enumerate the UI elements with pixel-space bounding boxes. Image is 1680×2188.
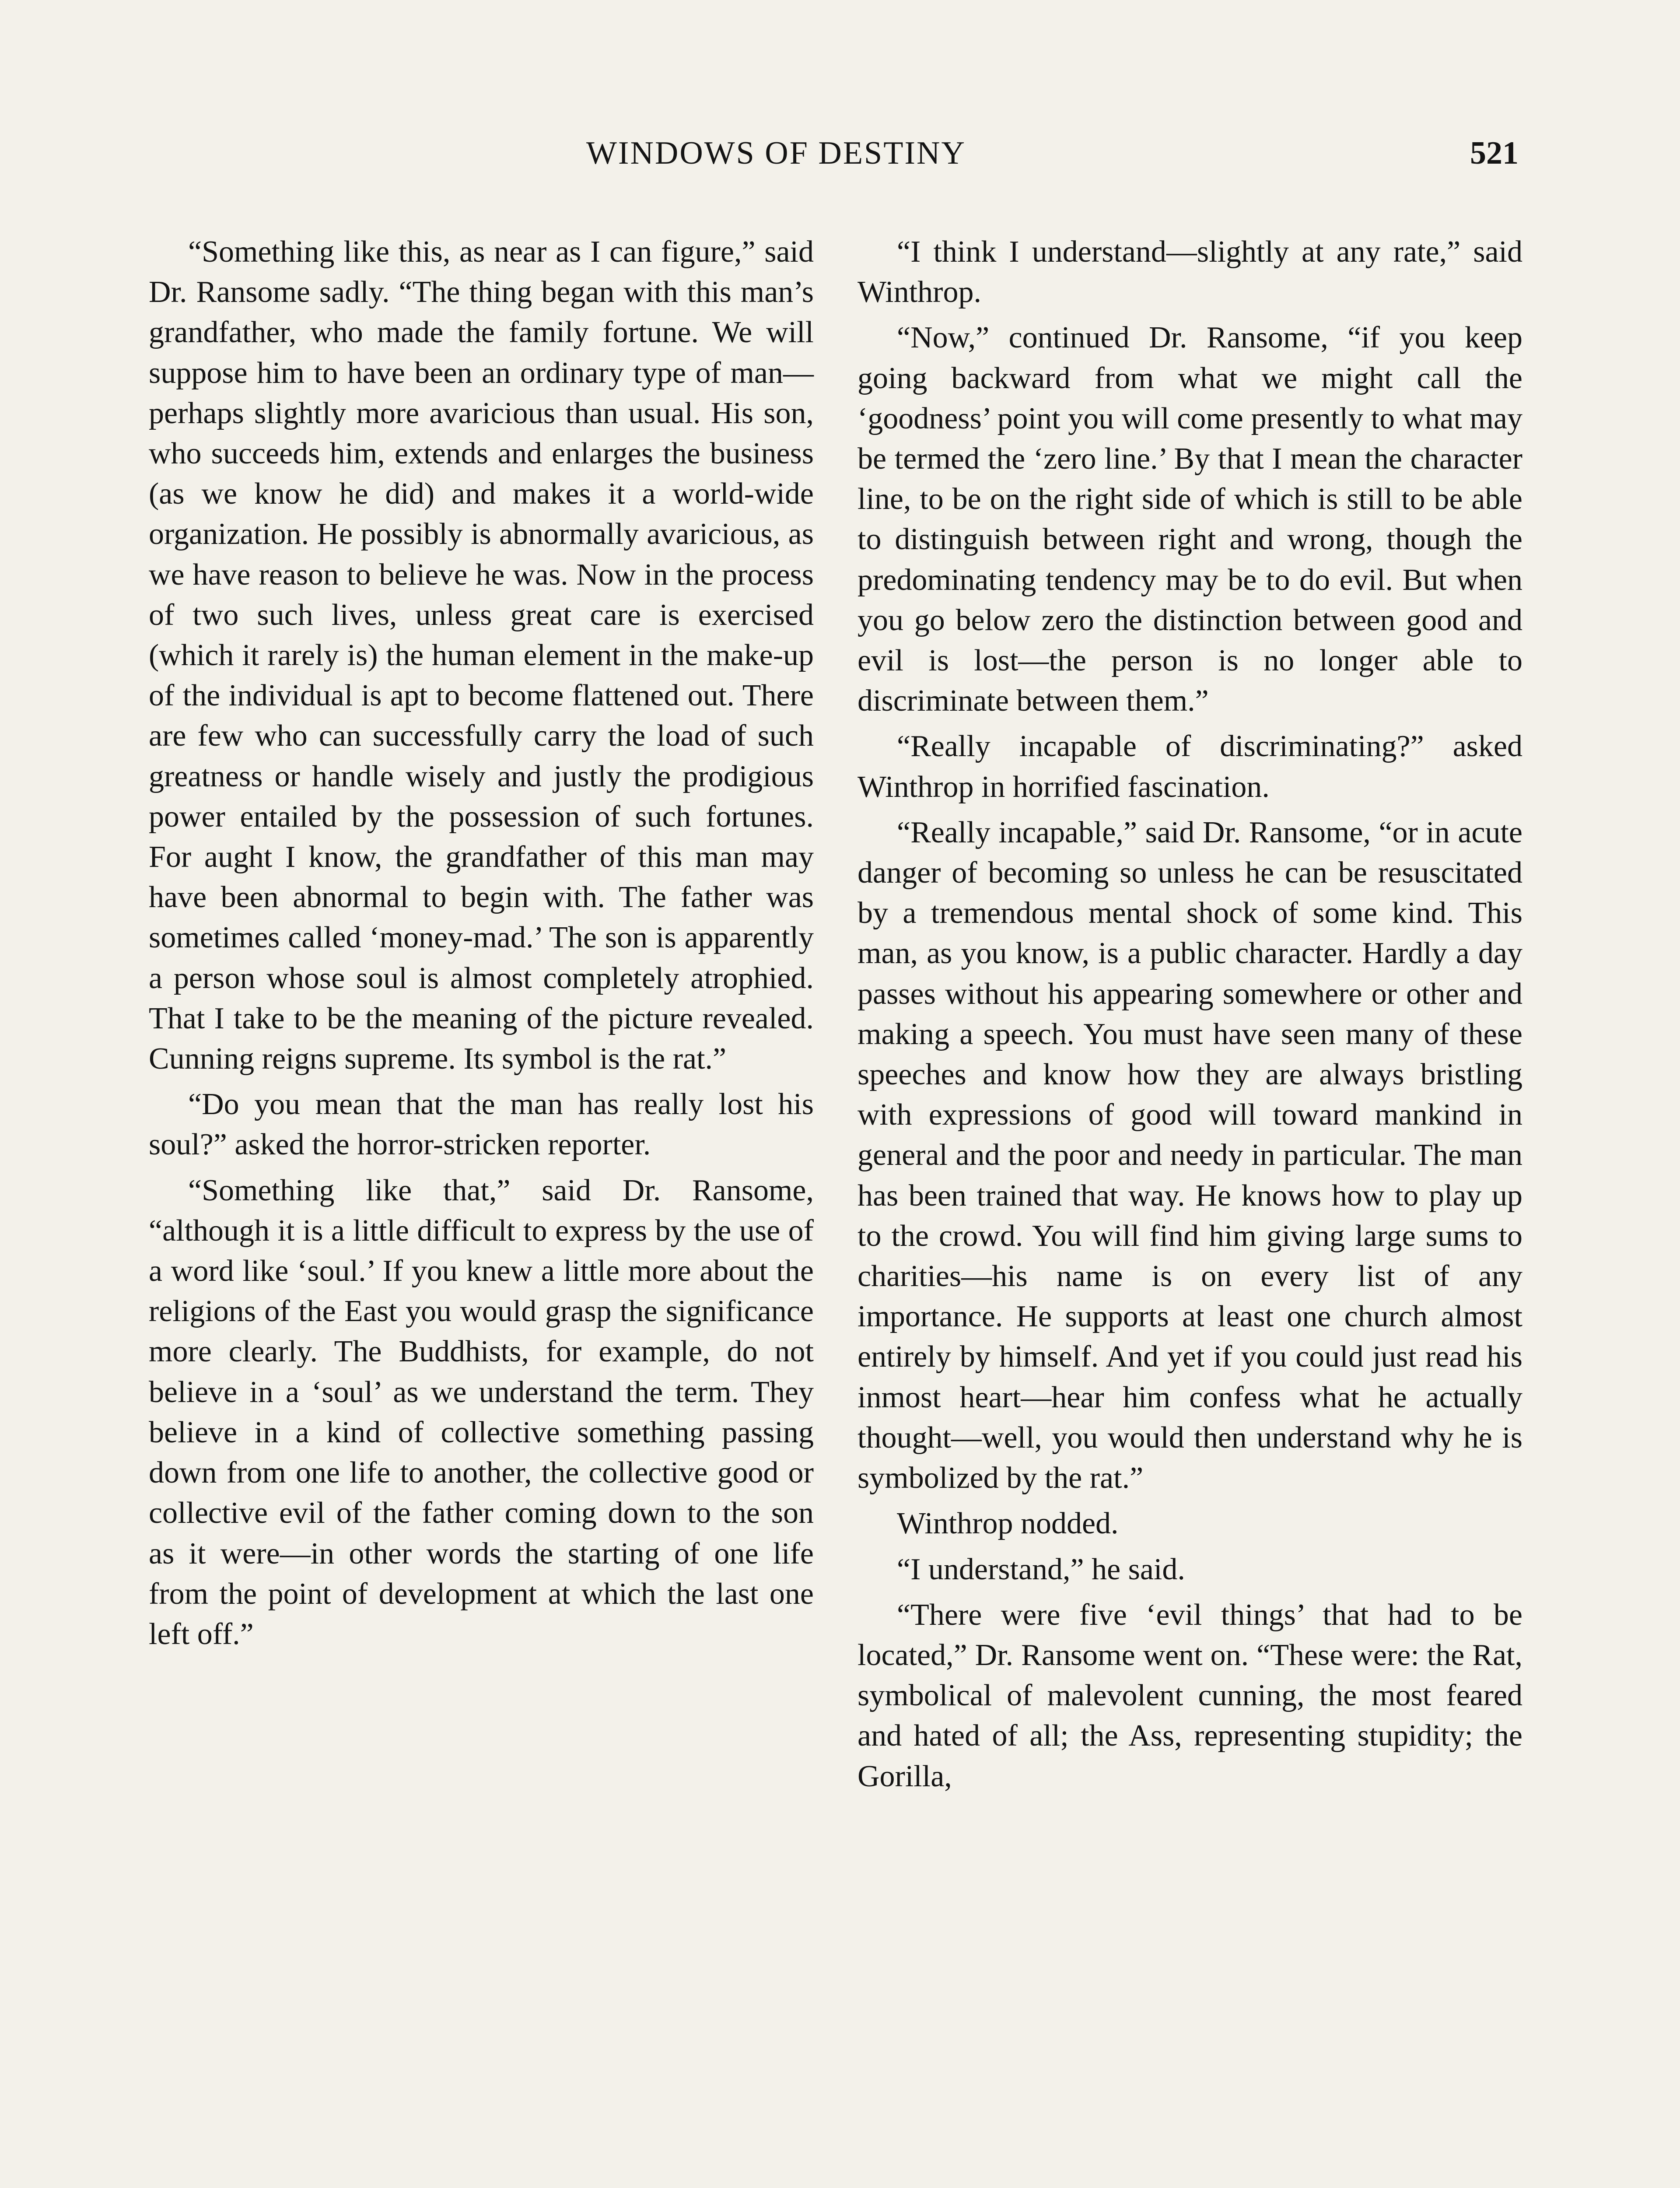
page-header [0,131,1680,184]
paragraph: Winthrop nodded. [897,1507,1119,1541]
paragraph: “Something like this, as near as I can figure,” said Dr. Ransome sadly. “The thing began with this man’s grandfather, who made the family fortune. We will suppose him to have been an ordinary type of man—perhaps slightly more avaricious than usual. His son, who succeeds him, extends and enlarges the business (as we know he did) and makes it a world-wide organization. He possibly is abnormally avaricious, as we have reason to believe he was. Now in the process of two such lives, unless great care is exercised (which it rarely is) the human element in the make-up of the individual is apt to become flattened out. There are few who can successfully carry the load of such greatness or handle wisely and justly the prodigious power entailed by the possession of such fortunes. For aught I know, the grandfather of this man may have been abnormal to begin with. The father was sometimes called ‘money-mad.’ The son is apparently a person whose soul is almost completely atrophied. That I take to be the meaning of the picture revealed. Cunning reigns supreme. Its symbol is the rat.” [149,235,814,1076]
paragraph: “Something like that,” said Dr. Ransome, “although it is a little difficult to express by the use of a word like ‘soul.’ If you knew a little more about the religions of the East you would grasp the significance more clearly. The Buddhists, for example, do not believe in a ‘soul’ as we understand the term. They believe in a kind of collective something passing down from one life to another, the collective good or collective evil of the father coming down to the son as it were—in other words the starting of one life from the point of development at which the last one left off.” [149,1173,814,1651]
paragraph: “I think I understand—slightly at any rate,” said Winthrop. [858,235,1522,309]
paragraph: “Do you mean that the man has really lost his soul?” asked the horror-stricken reporter. [149,1087,814,1162]
paragraph: “Now,” continued Dr. Ransome, “if you keep going backward from what we might call the ‘goodness’ point you will come presently to what may be termed the ‘zero line.’ By that I mean the character line, to be on the right side of which is still to be able to distinguish between right and wrong, though the predominating tendency may be to do evil. But when you go below zero the distinction between good and evil is lost—the person is no longer able to discriminate between them.” [858,321,1522,718]
running-title: WINDOWS OF DESTINY [586,135,966,171]
page-number: 521 [1470,135,1519,171]
left-column [149,232,814,1660]
paragraph: “There were five ‘evil things’ that had to be located,” Dr. Ransome went on. “These were: the Rat, symbolical of malevolent cunning, the most feared and hated of all; the Ass, representing stupidity; the Gorilla, [858,1598,1522,1793]
paragraph: “I understand,” he said. [897,1552,1185,1586]
right-column [858,232,1522,1802]
paragraph: “Really incapable,” said Dr. Ransome, “or in acute danger of becoming so unless he can be resuscitated by a tremendous mental shock of some kind. This man, as you know, is a public character. Hardly a day passes without his appearing somewhere or other and making a speech. You must have seen many of these speeches and know how they are always bristling with expressions of good will toward mankind in general and the poor and needy in particular. The man has been trained that way. He knows how to play up to the crowd. You will find him giving large sums to charities—his name is on every list of any importance. He supports at least one church almost entirely by himself. And yet if you could just read his inmost heart—hear him confess what he actually thought—well, you would then understand why he is symbolized by the rat.” [858,815,1522,1495]
paragraph: “Really incapable of discriminating?” asked Winthrop in horrified fascination. [858,729,1522,804]
